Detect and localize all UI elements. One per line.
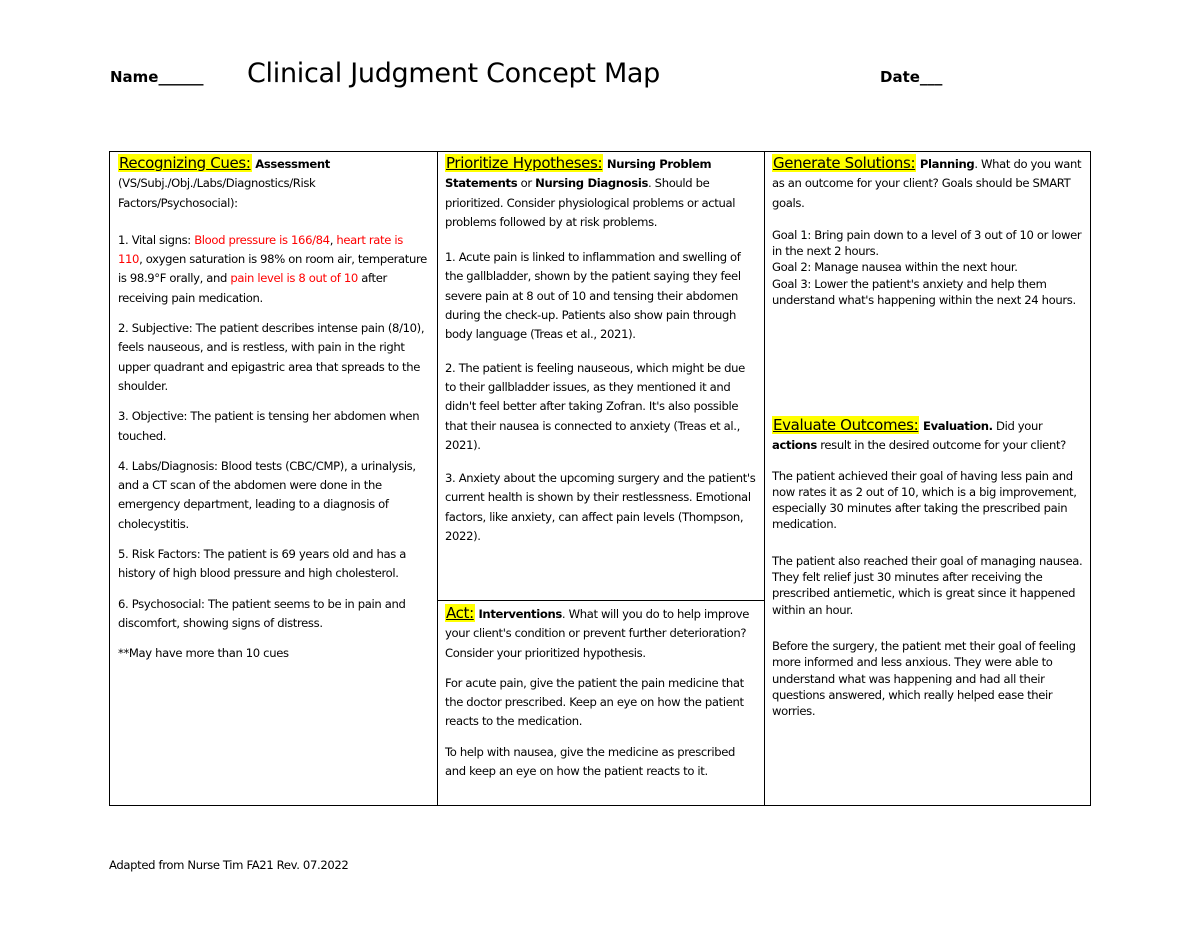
evaluation-description-a: Did your — [992, 419, 1043, 433]
assessment-subtitle: (VS/Subj./Obj./Labs/Diagnostics/Risk Factors/Psychosocial): — [118, 176, 316, 210]
evaluate-outcomes-heading: Evaluate Outcomes: — [773, 416, 919, 434]
outcome-3: Before the surgery, the patient met their goal of feeling more informed and less anxious. They were able to understand what was happening and had all their questions answered, which really helped ease their worries. — [772, 638, 1076, 719]
pain-level-value: pain level is 8 out of 10 — [230, 271, 358, 286]
prioritize-hypotheses-heading: Prioritize Hypotheses: — [446, 154, 603, 172]
assessment-label: Assessment — [251, 157, 330, 171]
vital-signs-separator: , — [329, 232, 337, 247]
column-divider-2 — [764, 152, 765, 805]
risk-factors-cue: 5. Risk Factors: The patient is 69 years old and has a history of high blood pressure and high cholesterol. — [118, 547, 406, 581]
date-field: Date___ — [880, 68, 943, 86]
generate-solutions-cell — [772, 154, 1084, 308]
vital-signs-middle: , oxygen saturation is 98% on room air, temperature is 98.9°F orally, and — [118, 252, 427, 286]
concept-map-table — [109, 151, 1091, 806]
planning-label: Planning — [916, 157, 975, 171]
cues-note: **May have more than 10 cues — [118, 646, 289, 661]
prioritize-description: . Should be prioritized. Consider physiological problems or actual problems followed by at risk problems. — [445, 176, 736, 229]
or-text: or — [517, 176, 536, 191]
subjective-cue: 2. Subjective: The patient describes intense pain (8/10), feels nauseous, and is restless, with pain in the right upper quadrant and epigastric area that spreads to the shoulder. — [118, 321, 425, 393]
page-title: Clinical Judgment Concept Map — [247, 58, 661, 89]
vital-signs-end: after receiving pain medication. — [118, 271, 387, 305]
nursing-problem-label: Nursing Problem Statements — [445, 157, 712, 191]
hypothesis-1: 1. Acute pain is linked to inflammation and swelling of the gallbladder, shown by the patient saying they feel severe pain at 8 out of 10 and tensing their abdomen during the check-up. Patients also show pain through body language (Treas et al., 2021). — [445, 250, 741, 342]
recognizing-cues-cell — [118, 154, 430, 675]
heart-rate-value: heart rate is 110 — [118, 232, 403, 267]
vital-signs-prefix: 1. Vital signs: — [118, 232, 195, 247]
hypothesis-2: 2. The patient is feeling nauseous, which might be due to their gallbladder issues, as they mentioned it and didn't feel better after taking Zofran. It's also possible that their nausea is connected to anxiety (Treas et al., 2021). — [445, 360, 745, 452]
hypothesis-3: 3. Anxiety about the upcoming surgery and the patient's current health is shown by their restlessness. Emotional factors, like anxiety, can affect pain levels (Thompson, 2022). — [445, 471, 756, 544]
objective-cue: 3. Objective: The patient is tensing her abdomen when touched. — [118, 409, 420, 443]
interventions-label: Interventions — [474, 607, 562, 621]
nursing-diagnosis-label: Nursing Diagnosis — [535, 176, 649, 191]
outcome-2: The patient also reached their goal of managing nausea. They felt relief just 30 minutes after receiving the prescribed antiemetic, which is great since it happened within an hour. — [772, 553, 1083, 617]
evaluate-outcomes-cell — [772, 416, 1084, 730]
vital-signs-cue — [118, 231, 430, 308]
generate-solutions-heading: Generate Solutions: — [773, 154, 916, 172]
name-field: Name______ — [110, 68, 204, 86]
psychosocial-cue: 6. Psychosocial: The patient seems to be in pain and discomfort, showing signs of distress. — [118, 596, 406, 630]
outcome-1: The patient achieved their goal of having less pain and now rates it as 2 out of 10, which is a big improvement, especially 30 minutes after taking the prescribed pain medication. — [772, 468, 1077, 532]
goal-3: Goal 3: Lower the patient's anxiety and help them understand what's happening within the next 24 hours. — [772, 276, 1076, 308]
act-heading: Act: — [446, 604, 474, 622]
prioritize-hypotheses-cell — [445, 154, 757, 557]
evaluation-label: Evaluation. — [919, 419, 993, 433]
act-description: . What will you do to help improve your client's condition or prevent further deterioration? Consider your prioritized hypothesis. — [445, 607, 750, 660]
planning-description: . What do you want as an outcome for your client? Goals should be SMART goals. — [772, 157, 1082, 210]
blood-pressure-value: Blood pressure is 166/84 — [194, 232, 330, 247]
evaluation-description-b: result in the desired outcome for your client? — [816, 438, 1066, 453]
intervention-2: To help with nausea, give the medicine as prescribed and keep an eye on how the patient reacts to it. — [445, 744, 735, 779]
act-cell — [445, 604, 757, 792]
recognizing-cues-heading: Recognizing Cues: — [119, 154, 251, 172]
footer-note: Adapted from Nurse Tim FA21 Rev. 07.2022 — [109, 858, 349, 872]
actions-label: actions — [772, 438, 817, 453]
intervention-1: For acute pain, give the patient the pain medicine that the doctor prescribed. Keep an eye on how the patient reacts to the medication. — [445, 675, 744, 729]
goal-1: Goal 1: Bring pain down to a level of 3 out of 10 or lower in the next 2 hours. — [772, 227, 1082, 259]
goal-2: Goal 2: Manage nausea within the next hour. — [772, 260, 1018, 275]
row-divider-middle — [437, 600, 765, 601]
labs-cue: 4. Labs/Diagnosis: Blood tests (CBC/CMP), a urinalysis, and a CT scan of the abdomen were done in the emergency department, leading to a diagnosis of cholecystitis. — [118, 458, 416, 531]
column-divider-1 — [437, 152, 438, 805]
